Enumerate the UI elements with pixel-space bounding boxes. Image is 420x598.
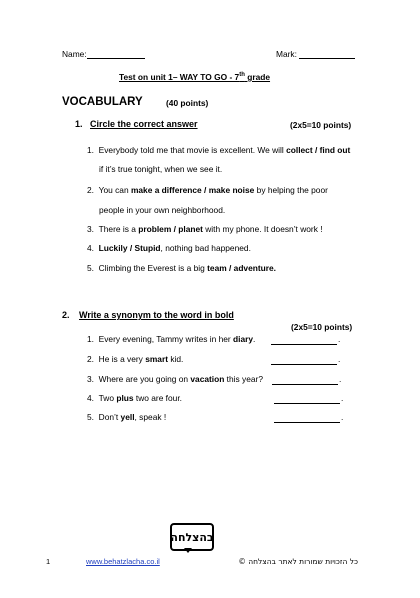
- name-label: Name:: [62, 49, 87, 59]
- section1-number: 1.: [75, 119, 83, 129]
- list-item: 4. Luckily / Stupid, nothing bad happened.: [87, 243, 251, 253]
- section2-points: (2x5=10 points): [291, 322, 353, 332]
- answer-blank[interactable]: [271, 354, 337, 365]
- behatzlacha-logo: בהצלחה: [170, 523, 214, 551]
- answer-blank[interactable]: [271, 334, 337, 345]
- answer-blank[interactable]: [274, 393, 340, 404]
- list-item: 1. Everybody told me that movie is excellent. We will collect / find out: [87, 145, 351, 155]
- section1-points: (2x5=10 points): [290, 120, 352, 130]
- section2-number: 2.: [62, 310, 70, 320]
- list-item: 5. Don’t yell, speak !: [87, 412, 167, 422]
- list-item: 3. There is a problem / planet with my phone. It doesn’t work !: [87, 224, 323, 234]
- mark-field: [276, 49, 355, 59]
- list-item: 2. He is a very smart kid.: [87, 354, 184, 364]
- page-number: 1: [46, 557, 51, 566]
- section2-title: Write a synonym to the word in bold: [79, 310, 234, 320]
- test-title: Test on unit 1– WAY TO GO - 7th grade: [119, 72, 271, 82]
- list-item-continuation: if it’s true tonight, when we see it.: [99, 164, 223, 174]
- name-blank: [87, 58, 145, 59]
- list-item: 3. Where are you going on vacation this year?: [87, 374, 263, 384]
- vocabulary-points: (40 points): [166, 98, 209, 108]
- name-field: [62, 49, 145, 59]
- list-item: 2. You can make a difference / make noise by helping the poor: [87, 185, 328, 195]
- vocabulary-heading: VOCABULARY: [62, 96, 143, 108]
- list-item-continuation: people in your own neighborhood.: [99, 205, 226, 215]
- mark-label: Mark:: [276, 49, 297, 59]
- answer-blank[interactable]: [272, 374, 338, 385]
- logo-pointer: [184, 548, 192, 553]
- copyright-notice: כל הזכויות שמורות לאתר בהצלחה ©: [238, 557, 358, 566]
- section1-title: Circle the correct answer: [90, 119, 198, 129]
- list-item: 4. Two plus two are four.: [87, 393, 182, 403]
- answer-blank[interactable]: [274, 412, 340, 423]
- list-item: 5. Climbing the Everest is a big team / adventure.: [87, 263, 277, 273]
- site-link[interactable]: www.behatzlacha.co.il: [86, 557, 160, 566]
- list-item: 1. Every evening, Tammy writes in her diary.: [87, 334, 256, 344]
- mark-blank: [299, 58, 355, 59]
